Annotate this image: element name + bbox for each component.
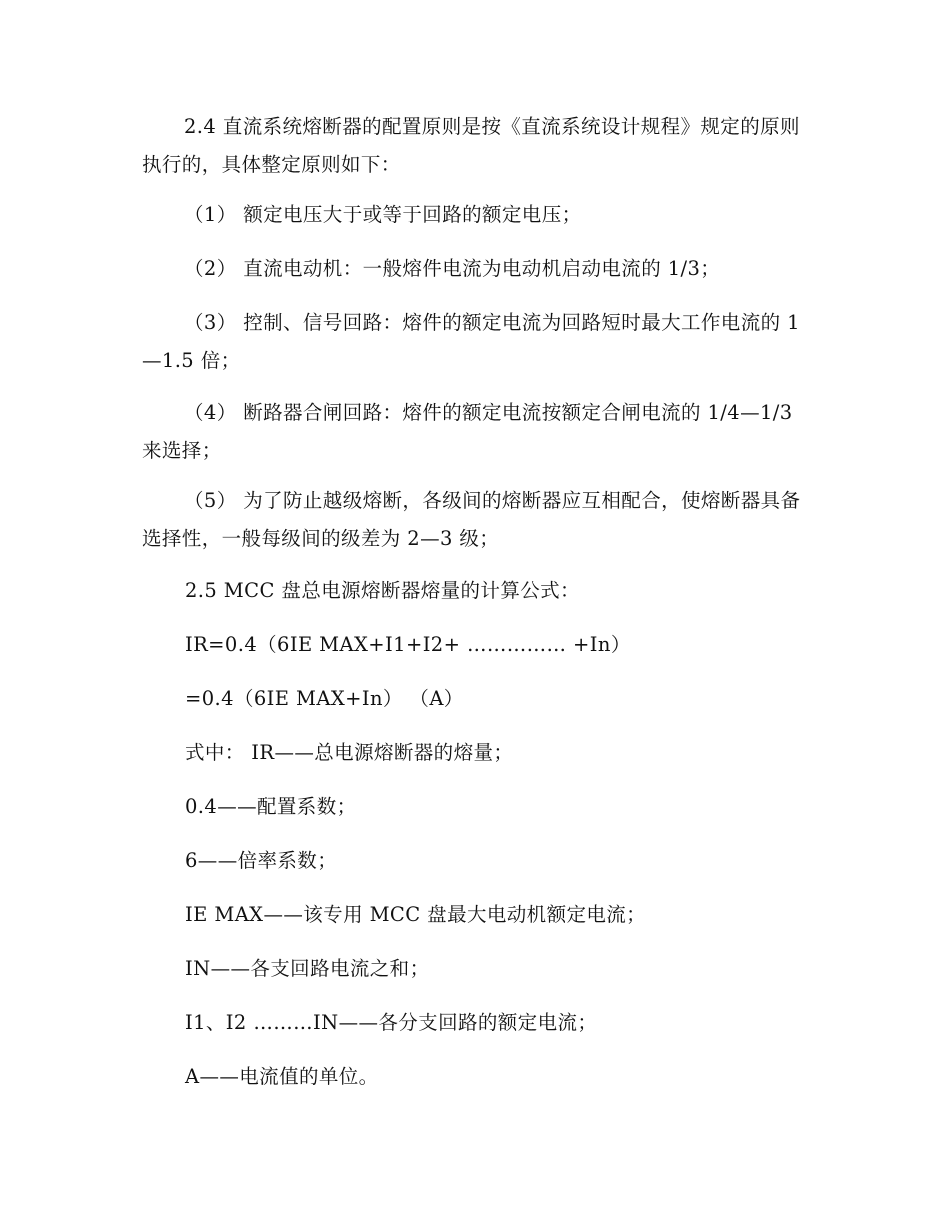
paragraph-item-3: （3） 控制、信号回路：熔件的额定电流为回路短时最大工作电流的 1—1.5 倍； [142,311,800,372]
paragraph-item-5: （5） 为了防止越级熔断，各级间的熔断器应互相配合，使熔断器具备选择性，一般每级间的级差为 2—3 级； [142,489,801,550]
definition-multiplier: 6——倍率系数； [185,849,338,872]
definition-branch-currents: I1、I2 ………IN——各分支回路的额定电流； [185,1011,598,1034]
formula-line-1: IR=0.4（6IE MAX+I1+I2+ …………… +In） [185,633,631,656]
formula-line-2: =0.4（6IE MAX+In） （A） [185,687,464,710]
paragraph-item-1: （1） 额定电压大于或等于回路的额定电压； [184,203,582,226]
definition-in: IN——各支回路电流之和； [185,957,430,980]
definition-ie-max: IE MAX——该专用 MCC 盘最大电动机额定电流； [185,903,647,926]
paragraph-item-4: （4） 断路器合闸回路：熔件的额定电流按额定合闸电流的 1/4—1/3 来选择； [142,401,793,462]
definition-config-coefficient: 0.4——配置系数； [185,795,357,818]
formula-heading: 2.5 MCC 盘总电源熔断器熔量的计算公式： [185,579,580,602]
paragraph-2-4-principle: 2.4 直流系统熔断器的配置原则是按《直流系统设计规程》规定的原则执行的，具体整定原则如下： [142,115,800,176]
definition-ir: 式中： IR——总电源熔断器的熔量； [185,741,514,764]
paragraph-item-2: （2） 直流电动机：一般熔件电流为电动机启动电流的 1/3； [184,257,721,280]
definition-unit: A——电流值的单位。 [185,1065,379,1088]
